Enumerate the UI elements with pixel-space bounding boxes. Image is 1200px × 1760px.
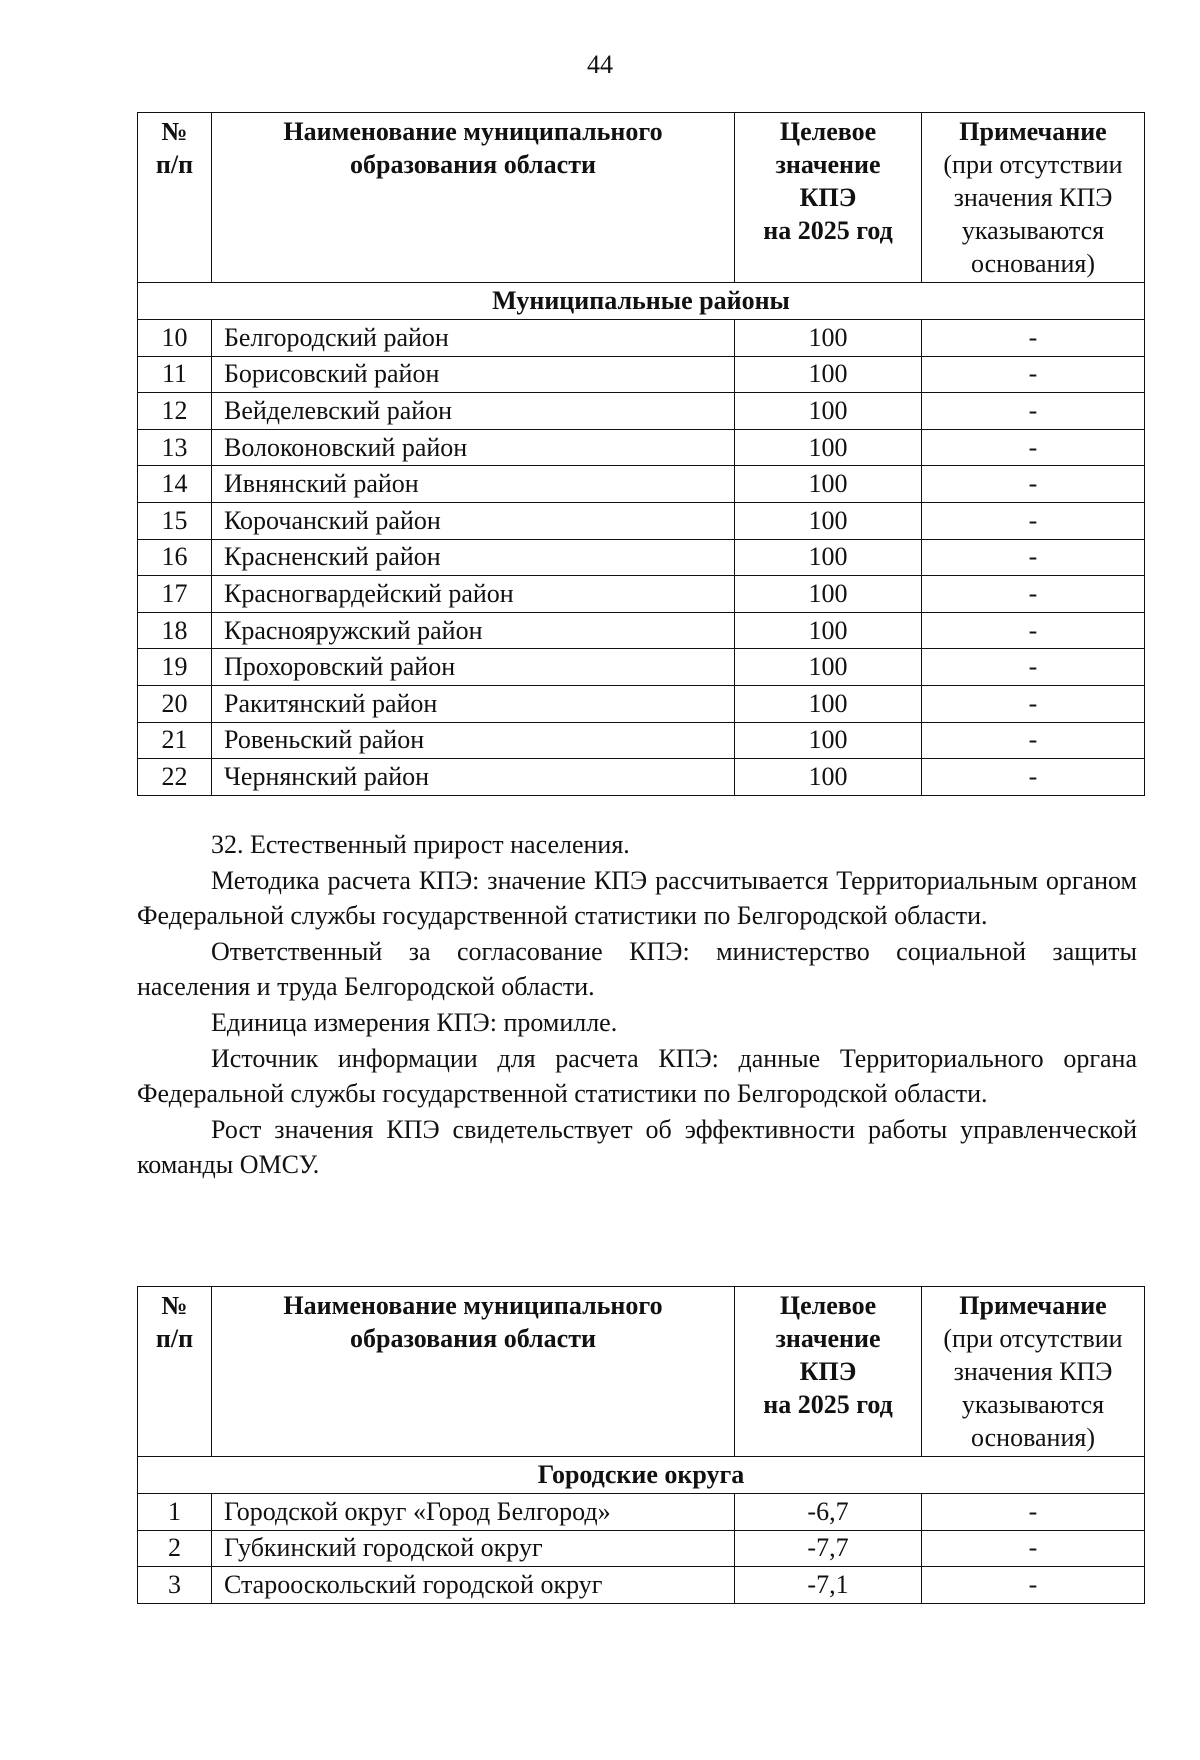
row-name: Ровеньский район xyxy=(212,722,735,759)
row-name: Красногвардейский район xyxy=(212,576,735,613)
row-note: - xyxy=(922,502,1145,539)
row-name: Волоконовский район xyxy=(212,429,735,466)
row-number: 1 xyxy=(138,1494,212,1531)
header-target-line2: на 2025 год xyxy=(763,216,893,245)
row-target-value: 100 xyxy=(735,576,922,613)
row-name: Ивнянский район xyxy=(212,466,735,503)
header-note xyxy=(922,1287,1145,1457)
row-number: 20 xyxy=(138,685,212,722)
row-name: Белгородский район xyxy=(212,320,735,357)
section-title: Городские округа xyxy=(138,1457,1145,1494)
row-name: Губкинский городской округ xyxy=(212,1530,735,1567)
table-row xyxy=(138,320,1145,357)
table-row xyxy=(138,759,1145,796)
header-note xyxy=(922,113,1145,283)
row-number: 15 xyxy=(138,502,212,539)
row-name: Красненский район xyxy=(212,539,735,576)
row-note: - xyxy=(922,539,1145,576)
header-note-title: Примечание xyxy=(959,117,1107,146)
row-name: Корочанский район xyxy=(212,502,735,539)
header-target xyxy=(735,1287,922,1457)
row-note: - xyxy=(922,356,1145,393)
row-number: 16 xyxy=(138,539,212,576)
row-target-value: -7,7 xyxy=(735,1530,922,1567)
paragraph-unit: Единица измерения КПЭ: промилле. xyxy=(211,1007,618,1037)
row-number: 12 xyxy=(138,393,212,430)
paragraph-title: 32. Естественный прирост населения. xyxy=(211,830,630,859)
row-number: 14 xyxy=(138,466,212,503)
row-name: Старооскольский городской округ xyxy=(212,1567,735,1604)
row-number: 18 xyxy=(138,612,212,649)
row-target-value: -6,7 xyxy=(735,1494,922,1531)
header-note-sub: (при отсутствии значения КПЭ указываются основания) xyxy=(943,1324,1123,1452)
paragraph-responsible: Ответственный за согласование КПЭ: министерство социальной защиты населения и труда Белгородской области. xyxy=(137,936,1137,1002)
row-name: Краснояружский район xyxy=(212,612,735,649)
kpe-table-city-districts xyxy=(137,1286,1145,1604)
row-name: Прохоровский район xyxy=(212,649,735,686)
row-number: 22 xyxy=(138,759,212,796)
table-row xyxy=(138,1494,1145,1531)
section-row xyxy=(138,283,1145,320)
header-name: Наименование муниципального образования области xyxy=(212,1287,735,1457)
row-target-value: 100 xyxy=(735,759,922,796)
table-row xyxy=(138,356,1145,393)
table-row xyxy=(138,612,1145,649)
table-row xyxy=(138,502,1145,539)
page-number: 44 xyxy=(587,50,613,79)
table-row xyxy=(138,539,1145,576)
table-row xyxy=(138,685,1145,722)
row-target-value: 100 xyxy=(735,320,922,357)
row-note: - xyxy=(922,722,1145,759)
header-num: № п/п xyxy=(138,1287,212,1457)
header-note-title: Примечание xyxy=(959,1291,1107,1320)
row-number: 17 xyxy=(138,576,212,613)
row-name: Вейделевский район xyxy=(212,393,735,430)
row-target-value: 100 xyxy=(735,539,922,576)
table-row xyxy=(138,429,1145,466)
row-target-value: 100 xyxy=(735,502,922,539)
table-row xyxy=(138,576,1145,613)
row-name: Ракитянский район xyxy=(212,685,735,722)
row-target-value: 100 xyxy=(735,685,922,722)
row-number: 11 xyxy=(138,356,212,393)
row-target-value: -7,1 xyxy=(735,1567,922,1604)
paragraph-growth: Рост значения КПЭ свидетельствует об эффективности работы управленческой команды ОМСУ. xyxy=(137,1114,1137,1180)
row-number: 3 xyxy=(138,1567,212,1604)
kpe-table-districts xyxy=(137,112,1145,796)
row-name: Борисовский район xyxy=(212,356,735,393)
row-target-value: 100 xyxy=(735,429,922,466)
row-note: - xyxy=(922,649,1145,686)
section-title: Муниципальные районы xyxy=(138,283,1145,320)
kpe-description xyxy=(137,827,1137,1183)
row-note: - xyxy=(922,1530,1145,1567)
table-row xyxy=(138,466,1145,503)
row-number: 19 xyxy=(138,649,212,686)
table-header-row xyxy=(138,1287,1145,1457)
row-name: Городской округ «Город Белгород» xyxy=(212,1494,735,1531)
row-number: 10 xyxy=(138,320,212,357)
row-note: - xyxy=(922,612,1145,649)
paragraph-source: Источник информации для расчета КПЭ: данные Территориального органа Федеральной службы государственной статистики по Белгородской области. xyxy=(137,1043,1137,1109)
row-number: 2 xyxy=(138,1530,212,1567)
header-target xyxy=(735,113,922,283)
row-target-value: 100 xyxy=(735,356,922,393)
row-note: - xyxy=(922,1494,1145,1531)
row-number: 13 xyxy=(138,429,212,466)
row-target-value: 100 xyxy=(735,722,922,759)
header-target-line1: Целевое значение КПЭ xyxy=(775,1291,881,1386)
row-target-value: 100 xyxy=(735,393,922,430)
row-note: - xyxy=(922,393,1145,430)
header-num: № п/п xyxy=(138,113,212,283)
row-note: - xyxy=(922,429,1145,466)
row-target-value: 100 xyxy=(735,612,922,649)
row-note: - xyxy=(922,1567,1145,1604)
header-target-line1: Целевое значение КПЭ xyxy=(775,117,881,212)
row-target-value: 100 xyxy=(735,466,922,503)
table-row xyxy=(138,1567,1145,1604)
header-target-line2: на 2025 год xyxy=(763,1390,893,1419)
row-note: - xyxy=(922,759,1145,796)
row-number: 21 xyxy=(138,722,212,759)
table-row xyxy=(138,722,1145,759)
header-name: Наименование муниципального образования области xyxy=(212,113,735,283)
row-note: - xyxy=(922,466,1145,503)
row-note: - xyxy=(922,576,1145,613)
row-note: - xyxy=(922,320,1145,357)
paragraph-method: Методика расчета КПЭ: значение КПЭ рассчитывается Территориальным органом Федеральной службы государственной статистики по Белгородской области. xyxy=(137,865,1137,931)
table-header-row xyxy=(138,113,1145,283)
table-row xyxy=(138,649,1145,686)
table-row xyxy=(138,393,1145,430)
row-target-value: 100 xyxy=(735,649,922,686)
header-note-sub: (при отсутствии значения КПЭ указываются основания) xyxy=(943,150,1123,278)
table-row xyxy=(138,1530,1145,1567)
section-row xyxy=(138,1457,1145,1494)
row-name: Чернянский район xyxy=(212,759,735,796)
row-note: - xyxy=(922,685,1145,722)
